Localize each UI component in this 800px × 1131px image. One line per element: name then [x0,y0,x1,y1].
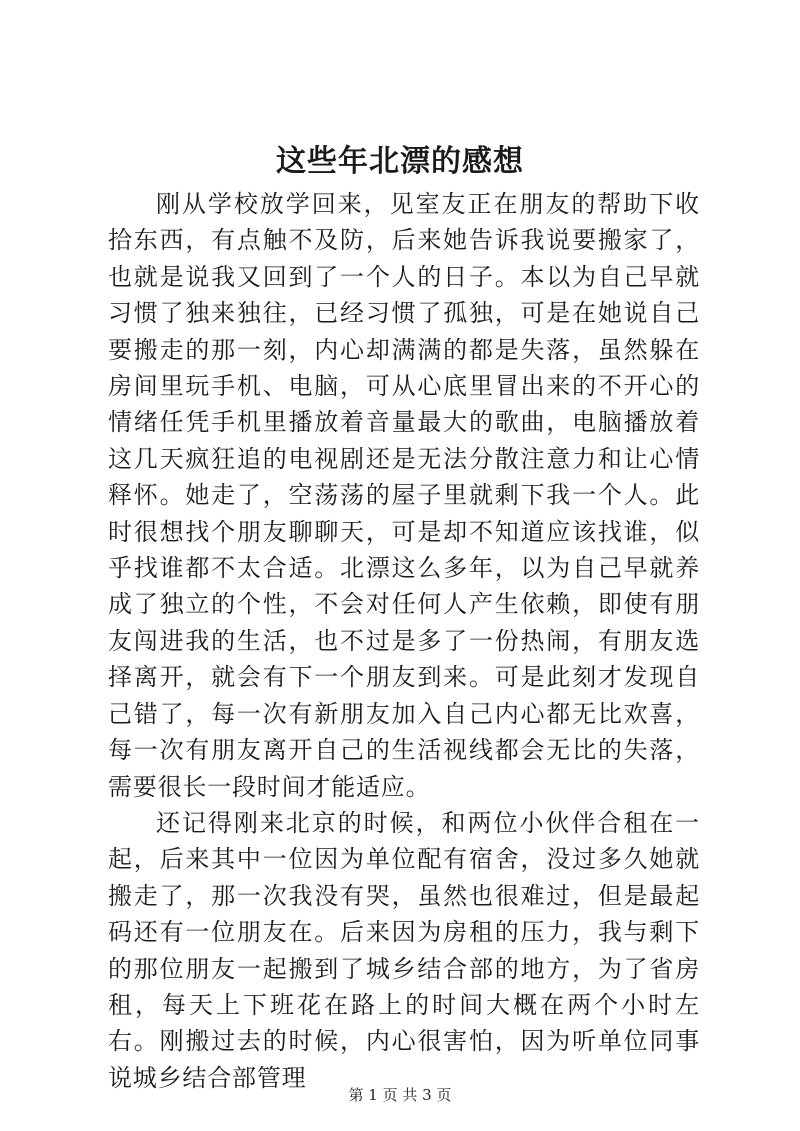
page-footer: 第 1 页 共 3 页 [348,1086,452,1104]
paragraph-2: 还记得刚来北京的时候，和两位小伙伴合租在一起，后来其中一位因为单位配有宿舍，没过多久她就搬走了，那一次我没有哭，虽然也很难过，但是最起码还有一位朋友在。后来因为房租的压力，我与剩下的那位朋友一起搬到了城乡结合部的地方，为了省房租，每天上下班花在路上的时间大概在两个小时左右。刚搬过去的时候，内心很害怕，因为听单位同事说城乡结合部管理 [108,808,700,1092]
document-title: 这些年北漂的感想 [276,144,524,179]
document-body [108,186,700,1096]
paragraph-1: 刚从学校放学回来，见室友正在朋友的帮助下收拾东西，有点触不及防，后来她告诉我说要搬家了，也就是说我又回到了一个人的日子。本以为自己早就习惯了独来独往，已经习惯了孤独，可是在她说自己要搬走的那一刻，内心却满满的都是失落，虽然躲在房间里玩手机、电脑，可从心底里冒出来的不开心的情绪任凭手机里播放着音量最大的歌曲，电脑播放着这几天疯狂追的电视剧还是无法分散注意力和让心情释怀。她走了，空荡荡的屋子里就剩下我一个人。此时很想找个朋友聊聊天，可是却不知道应该找谁，似乎找谁都不太合适。北漂这么多年，以为自己早就养成了独立的个性，不会对任何人产生依赖，即使有朋友闯进我的生活，也不过是多了一份热闹，有朋友选择离开，就会有下一个朋友到来。可是此刻才发现自己错了，每一次有新朋友加入自己内心都无比欢喜，每一次有朋友离开自己的生活视线都会无比的失落，需要很长一段时间才能适应。 [108,190,700,801]
